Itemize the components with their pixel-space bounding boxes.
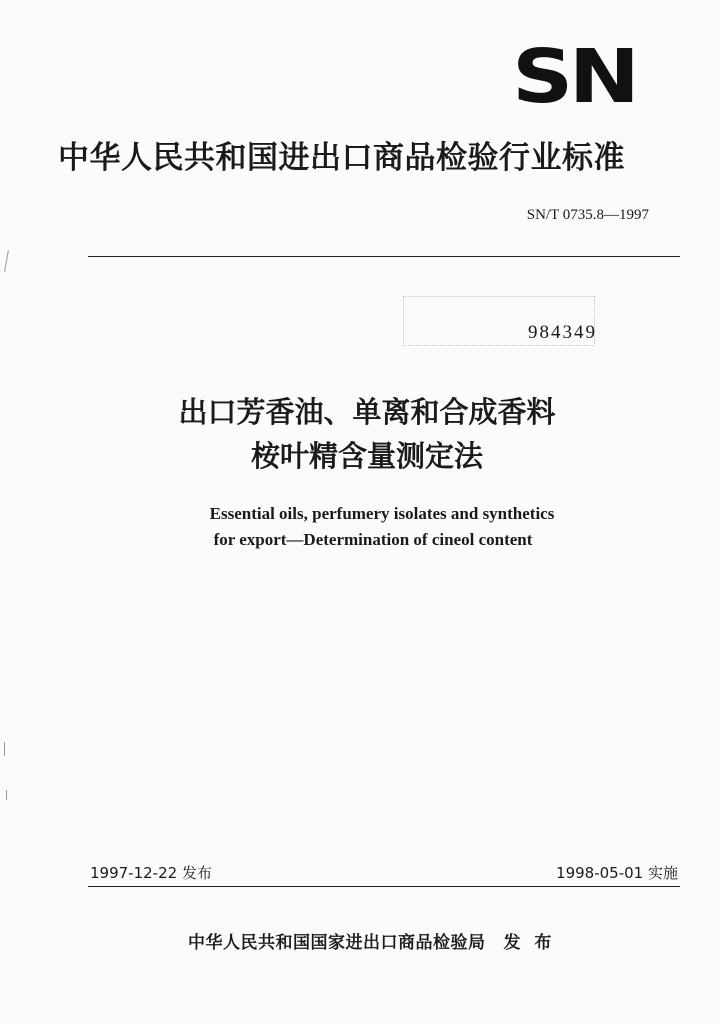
issue-date: 1997-12-22 发布 bbox=[90, 864, 212, 882]
sn-logo: SN bbox=[512, 34, 636, 120]
scan-speck bbox=[4, 742, 5, 756]
bottom-divider bbox=[88, 886, 680, 887]
top-divider bbox=[88, 256, 680, 257]
publisher-name: 中华人民共和国国家进出口商品检验局 bbox=[188, 933, 486, 953]
standard-number: SN/T 0735.8—1997 bbox=[526, 207, 649, 223]
chinese-title-line-2: 桉叶精含量测定法 bbox=[250, 439, 483, 473]
stamp-number: 984349 bbox=[528, 322, 597, 343]
scan-speck bbox=[6, 790, 7, 800]
implementation-date: 1998-05-01 实施 bbox=[556, 864, 678, 882]
scan-speck bbox=[4, 250, 9, 272]
publisher-line bbox=[188, 928, 555, 953]
english-title-line-1: Essential oils, perfumery isolates and synthetics bbox=[209, 504, 555, 523]
organization-title: 中华人民共和国进出口商品检验行业标准 bbox=[58, 140, 625, 176]
publish-label: 发 布 bbox=[503, 933, 556, 953]
chinese-title-line-1: 出口芳香油、单离和合成香料 bbox=[178, 395, 556, 429]
english-title-line-2: for export—Determination of cineol content bbox=[213, 530, 533, 549]
